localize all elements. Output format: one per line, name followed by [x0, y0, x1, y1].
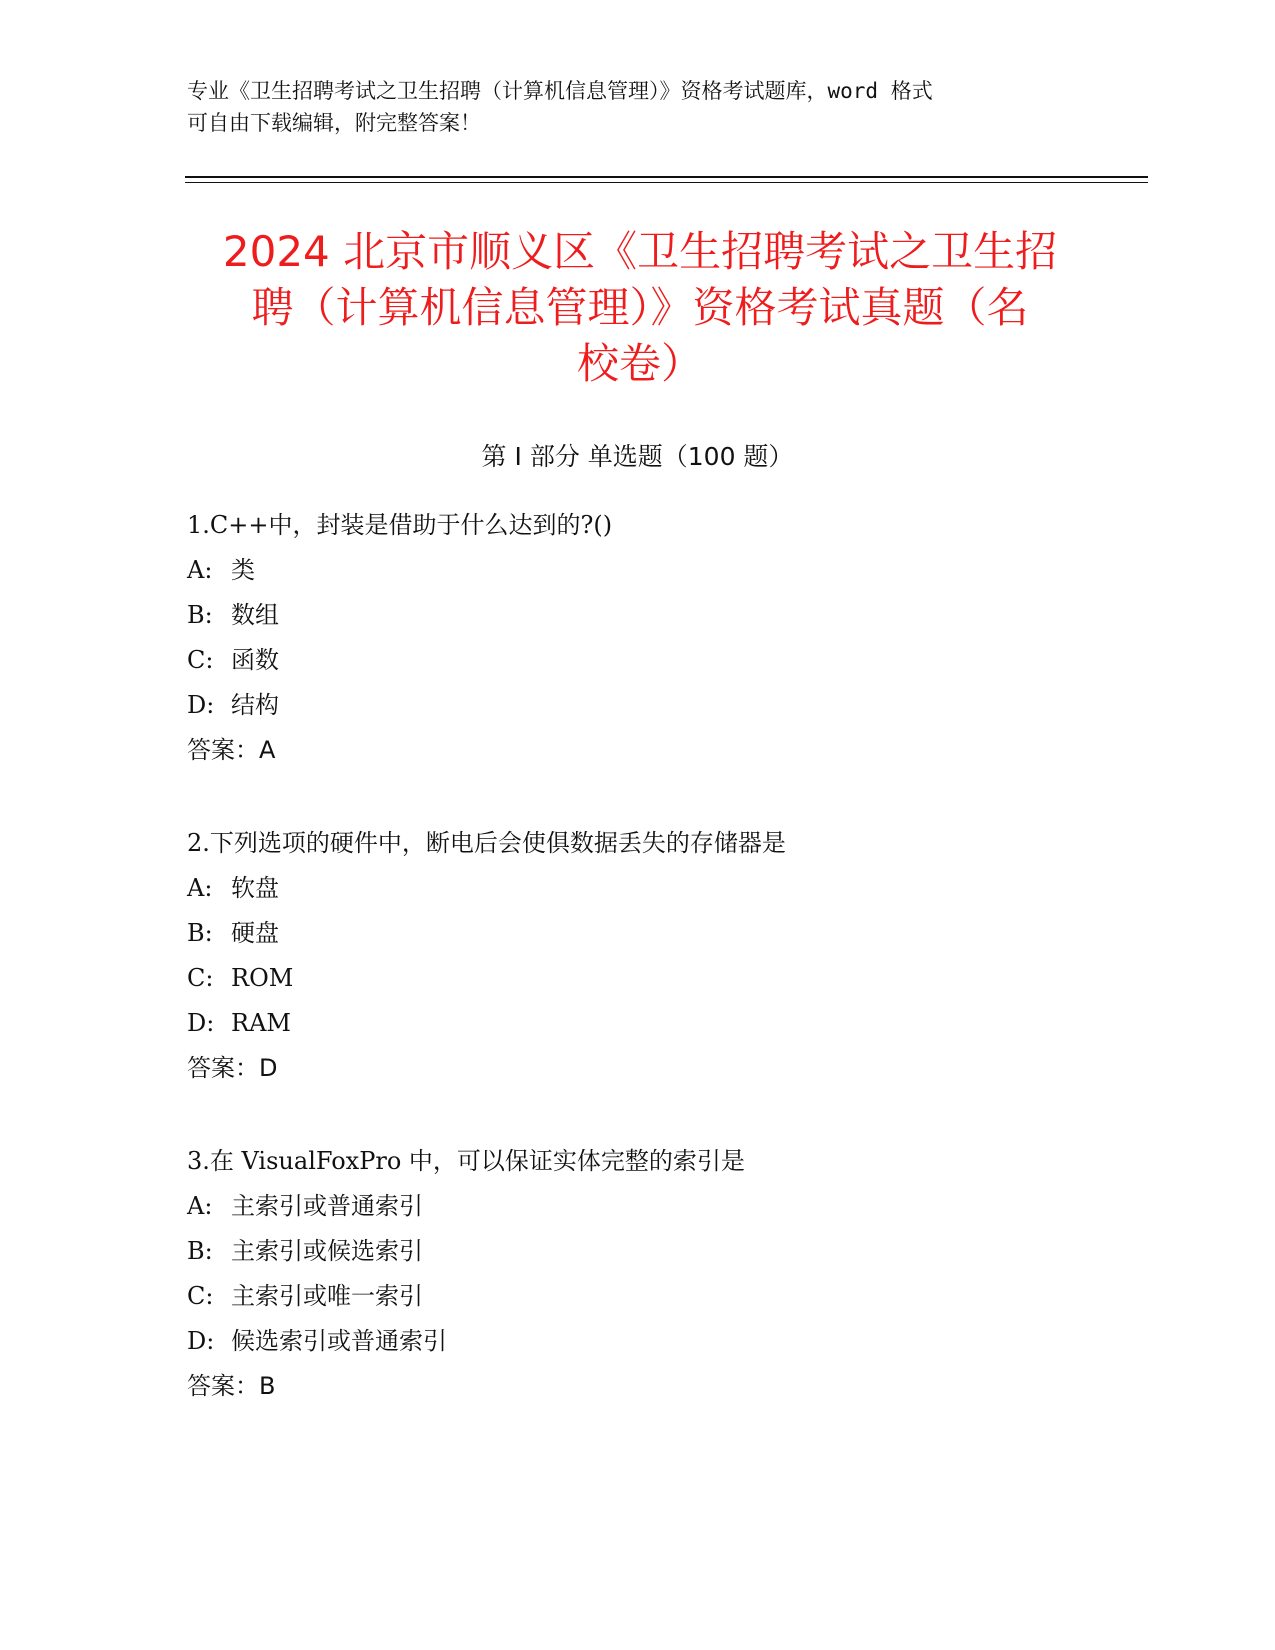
option-d — [187, 1001, 1087, 1046]
question-stem: 1.C++中，封装是借助于什么达到的?() — [187, 511, 613, 539]
option-text: 硬盘 — [231, 919, 279, 947]
option-text: 软盘 — [231, 874, 279, 902]
question-3 — [187, 1139, 1087, 1409]
header-note-line-1: 专业《卫生招聘考试之卫生招聘（计算机信息管理）》资格考试题库，word 格式 — [187, 79, 933, 103]
title-line-2: 聘（计算机信息管理）》资格考试真题（名 — [251, 283, 1029, 332]
option-b — [187, 1229, 1087, 1274]
option-text: 候选索引或普通索引 — [231, 1327, 447, 1355]
option-text: 主索引或唯一索引 — [231, 1282, 423, 1310]
option-d — [187, 683, 1087, 728]
option-text: ROM — [231, 964, 294, 992]
option-key: C: — [187, 964, 214, 992]
option-key: B: — [187, 919, 213, 947]
option-text: RAM — [231, 1009, 291, 1037]
option-c — [187, 956, 1087, 1001]
option-b — [187, 593, 1087, 638]
option-c — [187, 638, 1087, 683]
answer-line: 答案：B — [187, 1372, 276, 1400]
question-stem: 3.在 VisualFoxPro 中，可以保证实体完整的索引是 — [187, 1147, 745, 1175]
option-key: B: — [187, 1237, 213, 1265]
option-key: A: — [187, 1192, 213, 1220]
header-note-line-2: 可自由下载编辑，附完整答案！ — [187, 111, 481, 135]
option-key: C: — [187, 646, 214, 674]
option-d — [187, 1319, 1087, 1364]
title-line-1: 2024 北京市顺义区《卫生招聘考试之卫生招 — [222, 227, 1058, 276]
option-key: D: — [187, 1009, 215, 1037]
option-text: 主索引或普通索引 — [231, 1192, 423, 1220]
option-key: A: — [187, 556, 213, 584]
title-line-3: 校卷） — [576, 339, 703, 388]
question-2 — [187, 821, 1087, 1091]
option-key: A: — [187, 874, 213, 902]
option-text: 主索引或候选索引 — [231, 1237, 423, 1265]
section-title: 第 I 部分 单选题（100 题） — [481, 442, 794, 471]
document-title — [180, 224, 1100, 392]
option-a — [187, 1184, 1087, 1229]
header-divider-thick — [185, 176, 1148, 178]
header-divider-thin — [185, 182, 1148, 183]
option-a — [187, 866, 1087, 911]
option-key: C: — [187, 1282, 214, 1310]
option-c — [187, 1274, 1087, 1319]
question-stem: 2.下列选项的硬件中，断电后会使俱数据丢失的存储器是 — [187, 829, 786, 857]
answer-line: 答案：A — [187, 736, 276, 764]
header-note — [187, 75, 1067, 139]
option-text: 函数 — [231, 646, 279, 674]
option-key: B: — [187, 601, 213, 629]
option-key: D: — [187, 691, 215, 719]
option-b — [187, 911, 1087, 956]
option-text: 类 — [231, 556, 255, 584]
option-a — [187, 548, 1087, 593]
option-text: 结构 — [231, 691, 279, 719]
option-text: 数组 — [231, 601, 279, 629]
question-1 — [187, 503, 1087, 773]
answer-line: 答案：D — [187, 1054, 278, 1082]
option-key: D: — [187, 1327, 215, 1355]
